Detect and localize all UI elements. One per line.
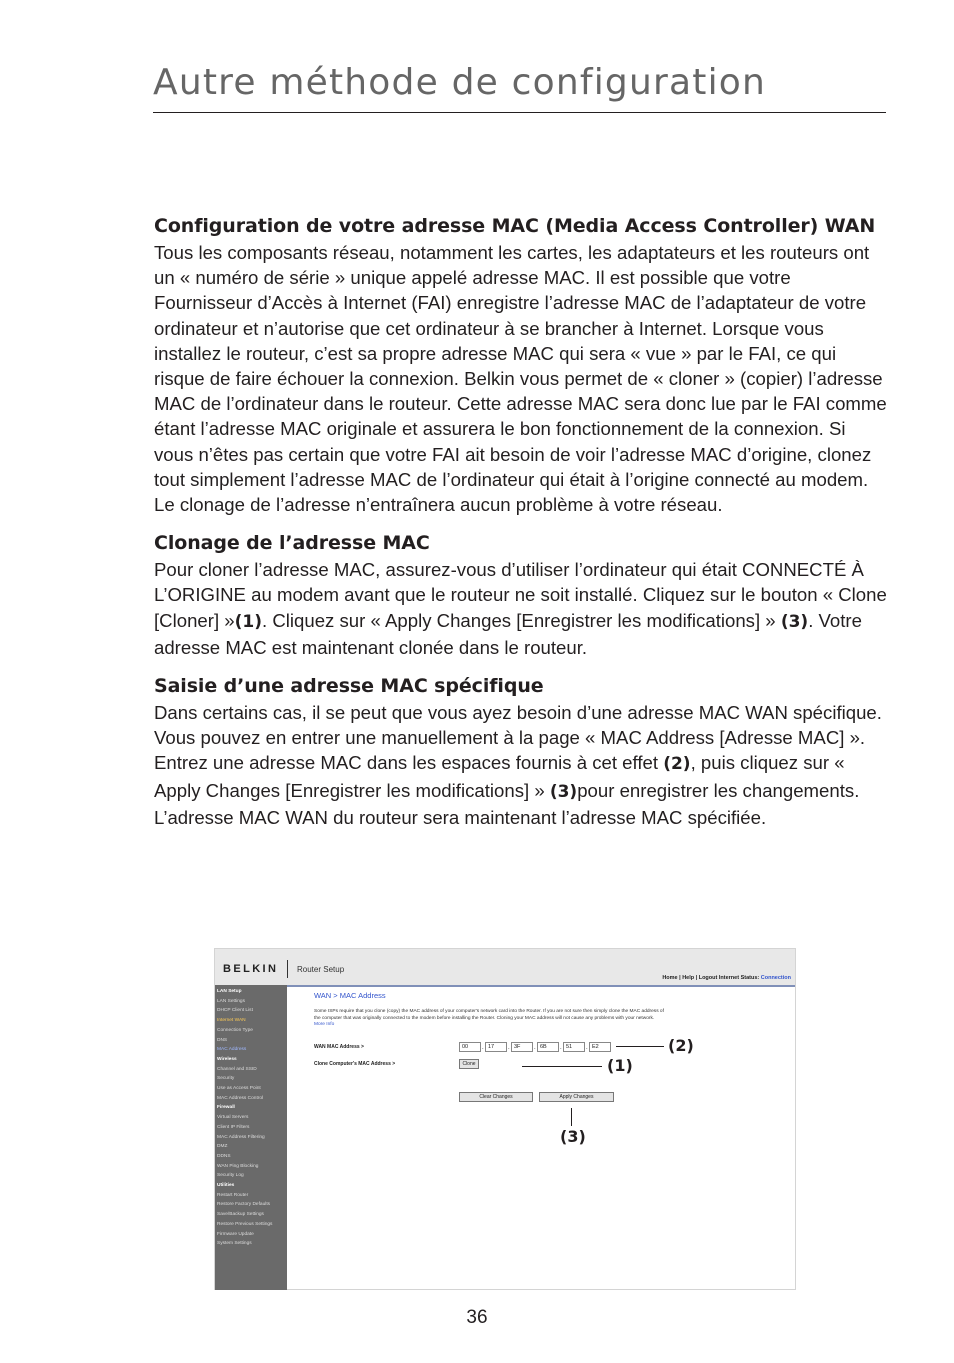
clone-text-b: . Cliquez sur « Apply Changes [Enregistrer les modifications] » bbox=[262, 609, 781, 631]
router-header bbox=[215, 949, 795, 985]
clone-text-c: . Votre adresse MAC est maintenant clonée dans le routeur. bbox=[154, 609, 862, 658]
sidebar-item[interactable]: Use as Access Point bbox=[217, 1086, 261, 1092]
sidebar-item[interactable]: WAN Ping Blocking bbox=[217, 1163, 259, 1169]
callout-line-2 bbox=[616, 1046, 664, 1047]
router-screenshot bbox=[214, 948, 796, 1290]
sidebar-item[interactable]: Channel and SSID bbox=[217, 1066, 257, 1072]
specific-ref-2: (2) bbox=[663, 754, 691, 775]
sidebar-item[interactable]: DMZ bbox=[217, 1144, 228, 1150]
sidebar-item[interactable]: MAC Address Control bbox=[217, 1095, 264, 1101]
apply-changes-button[interactable]: Apply Changes bbox=[539, 1092, 614, 1102]
page-number: 36 bbox=[466, 1307, 488, 1328]
mac-separator: . bbox=[534, 1045, 536, 1051]
header-strip bbox=[287, 985, 795, 987]
specific-ref-3: (3) bbox=[549, 781, 578, 802]
sidebar-item[interactable]: DDNS bbox=[217, 1153, 231, 1159]
clone-ref-3: (3) bbox=[780, 611, 809, 632]
page-content bbox=[154, 212, 889, 842]
sidebar-item[interactable]: Virtual Servers bbox=[217, 1115, 249, 1121]
mac-field-1[interactable]: 00 bbox=[459, 1042, 481, 1052]
wan-mac-label: WAN MAC Address > bbox=[314, 1044, 364, 1050]
sidebar-item[interactable]: LAN Setup bbox=[217, 989, 242, 994]
sidebar-item[interactable]: Security Log bbox=[217, 1173, 244, 1179]
callout-2: (2) bbox=[668, 1036, 694, 1055]
section-heading-clone: Clonage de l’adresse MAC bbox=[154, 532, 430, 555]
mac-description-text: Some ISPs require that you clone (copy) the MAC address of your computer's network card into the Router. If you are not sure then simply clone the MAC address of the computer that was originally connected to the modem before installing the Router. Cloning your MAC address will not cause any problems with your network. bbox=[314, 1009, 664, 1021]
router-sidebar bbox=[215, 985, 287, 1290]
section-body-specific bbox=[154, 700, 889, 830]
sidebar-item[interactable]: System Settings bbox=[217, 1241, 252, 1247]
sidebar-item[interactable]: DNS bbox=[217, 1037, 228, 1043]
clone-ref-1: (1) bbox=[234, 611, 262, 632]
sidebar-item[interactable]: Restore Factory Defaults bbox=[217, 1202, 271, 1208]
sidebar-item[interactable]: Utilities bbox=[217, 1183, 235, 1189]
callout-line-1 bbox=[522, 1066, 602, 1067]
clone-mac-label: Clone Computer's MAC Address > bbox=[314, 1061, 396, 1067]
specific-text-a: Dans certains cas, il se peut que vous ayez besoin d’une adresse MAC WAN spécifique. Vous pouvez en entrer une manuellement à la page « MAC Address [Adresse MAC] ». Entrez une adresse MAC dans les espaces fournis à cet effet bbox=[154, 702, 882, 774]
sidebar-item[interactable]: Restart Router bbox=[217, 1192, 249, 1198]
specific-text-c: pour enregistrer les changements. L’adresse MAC WAN du routeur sera maintenant l’adresse MAC spécifiée. bbox=[154, 779, 860, 828]
mac-field-6[interactable]: E2 bbox=[589, 1042, 611, 1052]
mac-separator: . bbox=[482, 1045, 484, 1051]
clone-button[interactable]: Clone bbox=[459, 1059, 479, 1069]
mac-field-5[interactable]: 51 bbox=[563, 1042, 585, 1052]
page-title: Autre méthode de configuration bbox=[153, 62, 767, 103]
sidebar-item[interactable]: Connection Type bbox=[217, 1027, 253, 1033]
section-heading-mac-wan: Configuration de votre adresse MAC (Media Access Controller) WAN bbox=[154, 215, 876, 237]
clear-changes-button[interactable]: Clear Changes bbox=[459, 1092, 533, 1102]
sidebar-item[interactable]: DHCP Client List bbox=[217, 1008, 253, 1014]
sidebar-item[interactable]: Save/Backup Settings bbox=[217, 1212, 264, 1218]
mac-field-3[interactable]: 3F bbox=[511, 1042, 533, 1052]
sidebar-item[interactable]: Restore Previous Settings bbox=[217, 1221, 273, 1227]
router-setup-title: Router Setup bbox=[297, 965, 345, 974]
sidebar-item[interactable]: Wireless bbox=[217, 1056, 237, 1062]
sidebar-item[interactable]: MAC Address bbox=[217, 1047, 247, 1053]
specific-text-b: , puis cliquez sur « Apply Changes [Enregistrer les modifications] » bbox=[154, 752, 845, 801]
mac-separator: . bbox=[586, 1045, 588, 1051]
clone-text-a: Pour cloner l’adresse MAC, assurez-vous d’utiliser l’ordinateur qui était CONNECTÉ À L’ORIGINE au modem avant que le routeur ne soit installé. Cliquez sur le bouton « Clone [Cloner] » bbox=[154, 559, 887, 631]
internet-status: Connection bbox=[760, 975, 791, 981]
breadcrumb: WAN > MAC Address bbox=[314, 991, 386, 1000]
sidebar-item[interactable]: Client IP Filters bbox=[217, 1124, 250, 1130]
sidebar-item[interactable]: Security bbox=[217, 1076, 235, 1082]
logo-divider bbox=[287, 960, 288, 978]
callout-line-3 bbox=[571, 1108, 572, 1126]
top-links bbox=[662, 975, 791, 981]
mac-separator: . bbox=[508, 1045, 510, 1051]
more-info-link[interactable]: More Info bbox=[314, 1022, 335, 1028]
sidebar-item[interactable]: MAC Address Filtering bbox=[217, 1134, 265, 1140]
mac-separator: . bbox=[560, 1045, 562, 1051]
belkin-logo: BELKIN bbox=[223, 963, 279, 975]
top-links-text: Home | Help | Logout Internet Status: bbox=[662, 975, 760, 981]
sidebar-item[interactable]: LAN Settings bbox=[217, 998, 245, 1004]
callout-1: (1) bbox=[607, 1056, 633, 1075]
title-rule bbox=[153, 112, 886, 113]
section-body-clone bbox=[154, 557, 889, 660]
sidebar-item[interactable]: Firewall bbox=[217, 1105, 235, 1111]
mac-description bbox=[314, 1009, 664, 1029]
section-body-mac-wan: Tous les composants réseau, notamment les cartes, les adaptateurs et les routeurs ont un « numéro de série » unique appelé adresse MAC. Il est possible que votre Fournisseur d’Accès à Internet (FAI) enregistre l’adresse MAC de l’adaptateur de votre ordinateur et n’autorise que cet ordinateur à se brancher à Internet. Lorsque vous installez le routeur, c’est sa propre adresse MAC qui sera « vue » par le FAI, ce qui risque de faire échouer la connexion. Belkin vous permet de « cloner » (copier) l’adresse MAC de l’ordinateur dans le routeur. Cette adresse MAC sera donc lue par le FAI comme étant l’adresse MAC originale et assurera le bon fonctionnement de la connexion. Si vous n’êtes pas certain que votre FAI ait besoin de voir l’adresse MAC d’origine, clonez tout simplement l’adresse MAC de l’ordinateur qui était à l’origine connecté au modem. Le clonage de l’adresse n’entraînera aucun problème à votre réseau. bbox=[154, 242, 887, 516]
mac-field-2[interactable]: 17 bbox=[485, 1042, 507, 1052]
sidebar-item[interactable]: Internet WAN bbox=[217, 1018, 246, 1024]
mac-field-4[interactable]: 6B bbox=[537, 1042, 559, 1052]
sidebar-item[interactable]: Firmware Update bbox=[217, 1231, 254, 1237]
section-heading-specific: Saisie d’une adresse MAC spécifique bbox=[154, 675, 544, 698]
callout-3: (3) bbox=[560, 1127, 586, 1146]
